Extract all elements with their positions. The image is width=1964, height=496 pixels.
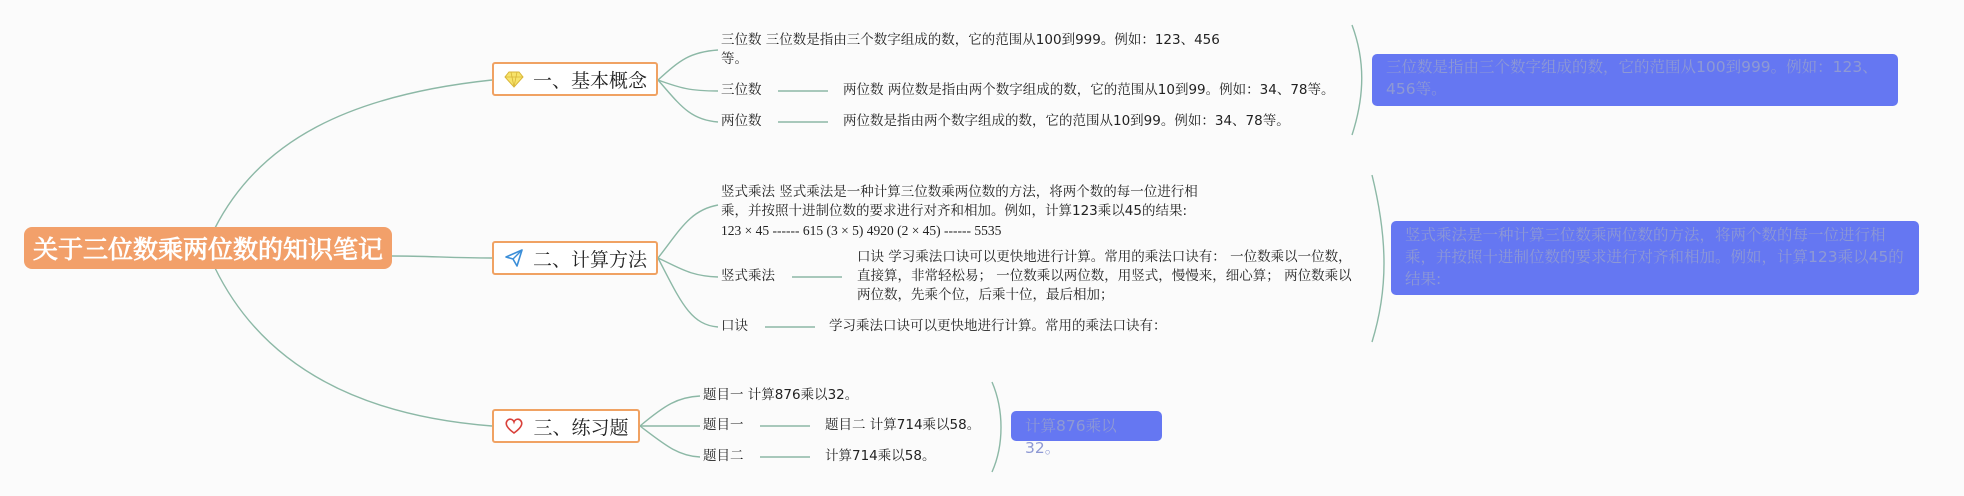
b2-summary-note[interactable]: 竖式乘法是一种计算三位数乘两位数的方法，将两个数的每一位进行相乘，并按照十进制位数的要求进行对齐和相加。例如，计算123乘以45的结果:: [1391, 221, 1919, 295]
b3-leaf-2-child[interactable]: 题目二 计算714乘以58。: [825, 417, 981, 433]
b2-leaf-1[interactable]: [721, 183, 1221, 240]
b3-leaf-2[interactable]: 题目一: [703, 417, 744, 433]
link-root-b1: [215, 80, 492, 228]
link-b3-l1: [640, 396, 700, 426]
branch-label: 三、练习题: [533, 416, 629, 439]
b2-leaf-3-child[interactable]: 学习乘法口诀可以更快地进行计算。常用的乘法口诀有：: [829, 318, 1167, 334]
branch-label: 二、计算方法: [532, 248, 647, 271]
diamond-icon: [503, 68, 525, 90]
b1-leaf-1-title: 三位数: [721, 32, 762, 48]
bracket-b3: [992, 382, 1001, 472]
b1-leaf-3[interactable]: 两位数: [721, 113, 762, 129]
branch-label: 一、基本概念: [532, 69, 647, 92]
b3-leaf-1-text: 计算876乘以32。: [747, 387, 859, 403]
b3-leaf-1-title: 题目一: [703, 387, 744, 403]
b2-leaf-1-formula: 123 × 45 ------ 615 (3 × 5) 4920 (2 × 45) ------ 5535: [721, 223, 1002, 238]
link-root-b3: [215, 268, 492, 426]
b2-leaf-2-child[interactable]: 口诀 学习乘法口诀可以更快地进行计算。常用的乘法口诀有： 一位数乘以一位数，直接算，非常轻松易； 一位数乘以两位数，用竖式，慢慢来，细心算； 两位数乘以两位数，先乘个位，后乘十位，最后相加；: [857, 249, 1352, 303]
b2-leaf-3[interactable]: 口诀: [721, 318, 748, 334]
b1-leaf-1[interactable]: [721, 31, 1221, 69]
branch-practice-problems[interactable]: [492, 409, 640, 443]
bracket-b2: [1372, 175, 1384, 342]
root-title: 关于三位数乘两位数的知识笔记: [32, 235, 383, 264]
b2-leaf-1-title: 竖式乘法: [721, 184, 775, 200]
b1-leaf-1-text: 三位数是指由三个数字组成的数，它的范围从100到999。例如：123、456等。: [721, 32, 1220, 67]
paper-plane-icon: [503, 247, 525, 269]
b1-leaf-2-child[interactable]: 两位数 两位数是指由两个数字组成的数，它的范围从10到99。例如：34、78等。: [843, 82, 1335, 98]
b1-leaf-2[interactable]: 三位数: [721, 82, 762, 98]
b1-summary-note[interactable]: 三位数是指由三个数字组成的数，它的范围从100到999。例如：123、456等。: [1372, 54, 1898, 106]
heart-icon: [503, 415, 525, 437]
link-b3-l3: [640, 426, 700, 457]
b1-leaf-3-child[interactable]: 两位数是指由两个数字组成的数，它的范围从10到99。例如：34、78等。: [843, 113, 1290, 129]
b2-leaf-1-text: 竖式乘法是一种计算三位数乘两位数的方法，将两个数的每一位进行相乘，并按照十进制位数的要求进行对齐和相加。例如，计算123乘以45的结果:: [721, 184, 1198, 219]
link-b1-l1: [658, 50, 718, 80]
branch-calculation-methods[interactable]: [492, 241, 658, 275]
link-b2-l3: [658, 258, 718, 327]
branch-basic-concepts[interactable]: [492, 62, 658, 96]
b3-leaf-3[interactable]: 题目二: [703, 448, 744, 464]
bracket-b1: [1352, 25, 1362, 135]
root-topic[interactable]: [24, 227, 392, 269]
link-root-b2: [392, 256, 492, 258]
link-b1-l3: [658, 80, 718, 122]
b3-summary-note[interactable]: 计算876乘以32。: [1011, 411, 1162, 441]
b3-leaf-3-child[interactable]: 计算714乘以58。: [825, 448, 936, 464]
b3-leaf-1[interactable]: [703, 386, 858, 405]
link-b2-l1: [658, 205, 718, 258]
b2-leaf-2[interactable]: 竖式乘法: [721, 268, 775, 284]
